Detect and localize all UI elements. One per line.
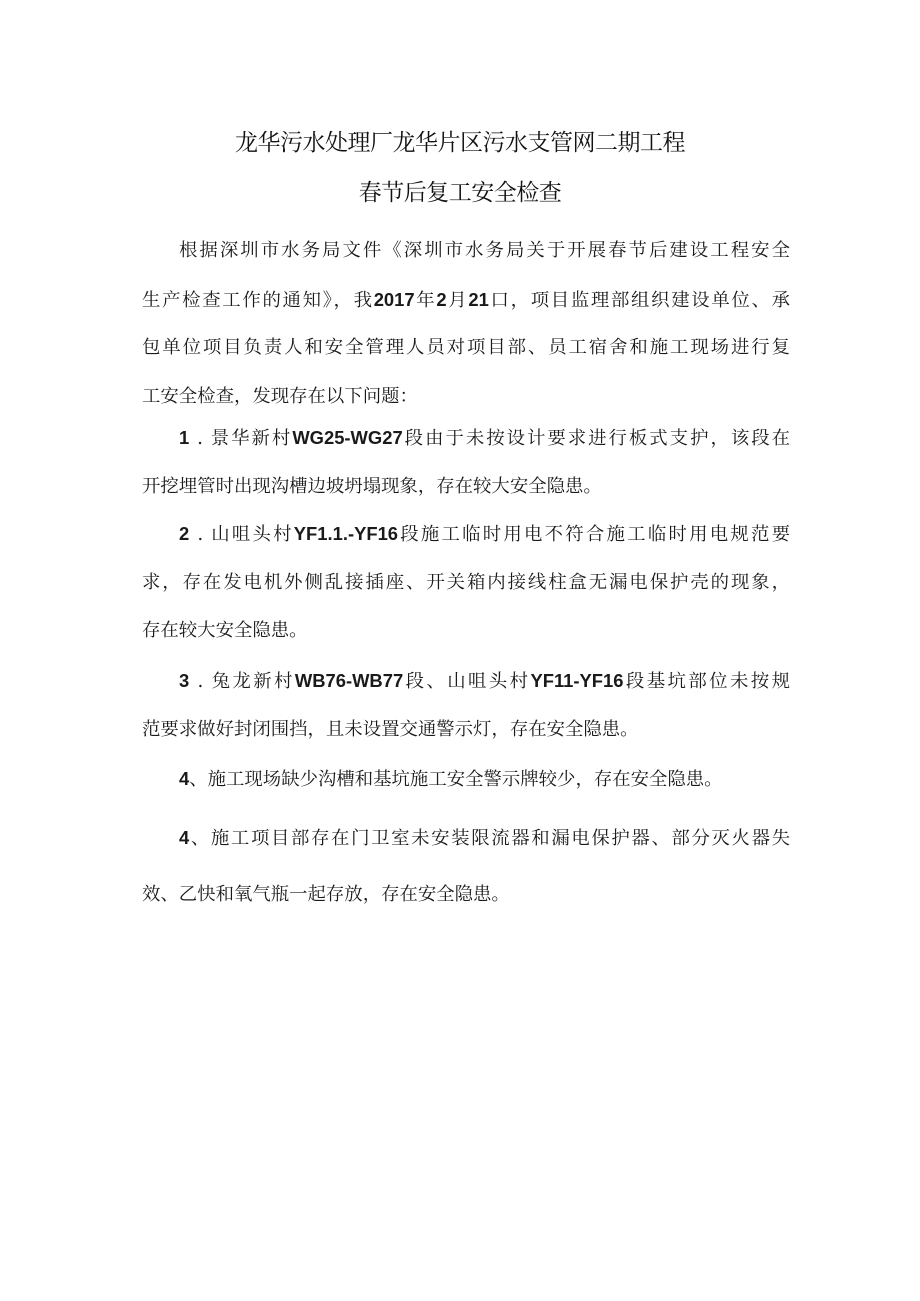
intro-line-4: 工安全检查，发现存在以下问题： bbox=[142, 385, 418, 407]
issue-number: 1 bbox=[179, 427, 190, 448]
intro-text: 口，项目监理部组织建设单位、承 bbox=[488, 289, 790, 311]
intro-month: 2 bbox=[436, 288, 447, 310]
issue-item-3 bbox=[142, 657, 790, 754]
issue-number: 4 bbox=[179, 827, 190, 848]
issue-number: 3 bbox=[179, 670, 190, 691]
issue-text: 段施工临时用电不符合施工临时用电规范要 bbox=[398, 524, 790, 545]
intro-text: 年 bbox=[414, 289, 437, 311]
issue-5-line-2: 效、乙快和氧气瓶一起存放，存在安全隐患。 bbox=[142, 884, 510, 905]
issue-number: 2 bbox=[179, 523, 190, 544]
issue-code: YF1.1.-YF16 bbox=[293, 523, 399, 544]
issue-3-line-1 bbox=[142, 657, 790, 706]
issue-text: . 山咀头村 bbox=[189, 524, 294, 545]
intro-text: 月 bbox=[446, 289, 469, 311]
issue-item-2 bbox=[142, 510, 790, 656]
intro-day: 21 bbox=[468, 288, 489, 310]
issue-text: . 景华新村 bbox=[189, 428, 293, 449]
issue-2-line-2: 求，存在发电机外侧乱接插座、开关箱内接线柱盒无漏电保护壳的现象， bbox=[142, 571, 790, 593]
issue-item-5 bbox=[142, 814, 790, 920]
issue-2-line-1 bbox=[142, 510, 790, 559]
issue-item-4 bbox=[142, 755, 790, 804]
issue-code: WB76-WB77 bbox=[294, 670, 404, 691]
document-title: 龙华污水处理厂龙华片区污水支管网二期工程 bbox=[235, 130, 685, 156]
issue-code: WG25-WG27 bbox=[292, 427, 403, 448]
issue-5-line-1 bbox=[142, 814, 790, 871]
issue-text: . 兔龙新村 bbox=[189, 671, 295, 692]
issue-number: 4 bbox=[179, 768, 190, 789]
intro-line-3: 包单位项目负责人和安全管理人员对项目部、员工宿舍和施工现场进行复 bbox=[142, 337, 790, 358]
issue-text: 段由于未按设计要求进行板式支护，该段在 bbox=[402, 428, 790, 449]
intro-line-1: 根据深圳市水务局文件《深圳市水务局关于开展春节后建设工程安全 bbox=[179, 240, 790, 261]
issue-4-line-1 bbox=[142, 755, 790, 804]
issue-text: 、施工项目部存在门卫室未安装限流器和漏电保护器、部分灭火器失 bbox=[189, 828, 790, 849]
issue-text: 段、山咀头村 bbox=[403, 671, 531, 692]
issue-1-line-2: 开挖埋管时出现沟槽边坡坍塌现象，存在较大安全隐患。 bbox=[142, 475, 602, 497]
document-subtitle: 春节后复工安全检查 bbox=[358, 180, 562, 206]
issue-text: 、施工现场缺少沟槽和基坑施工安全警示牌较少，存在安全隐患。 bbox=[189, 769, 723, 790]
issue-1-line-1 bbox=[142, 414, 790, 463]
intro-line-2 bbox=[142, 276, 790, 325]
issue-item-1 bbox=[142, 414, 790, 511]
issue-2-line-3: 存在较大安全隐患。 bbox=[142, 620, 308, 641]
intro-year: 2017 bbox=[373, 288, 415, 310]
intro-paragraph bbox=[142, 227, 790, 421]
issue-text: 段基坑部位未按规 bbox=[623, 671, 790, 692]
issue-3-line-2: 范要求做好封闭围挡，且未设置交通警示灯，存在安全隐患。 bbox=[142, 718, 639, 740]
intro-text: 生产检查工作的通知》，我 bbox=[142, 289, 374, 311]
issue-code: YF11-YF16 bbox=[530, 670, 624, 691]
